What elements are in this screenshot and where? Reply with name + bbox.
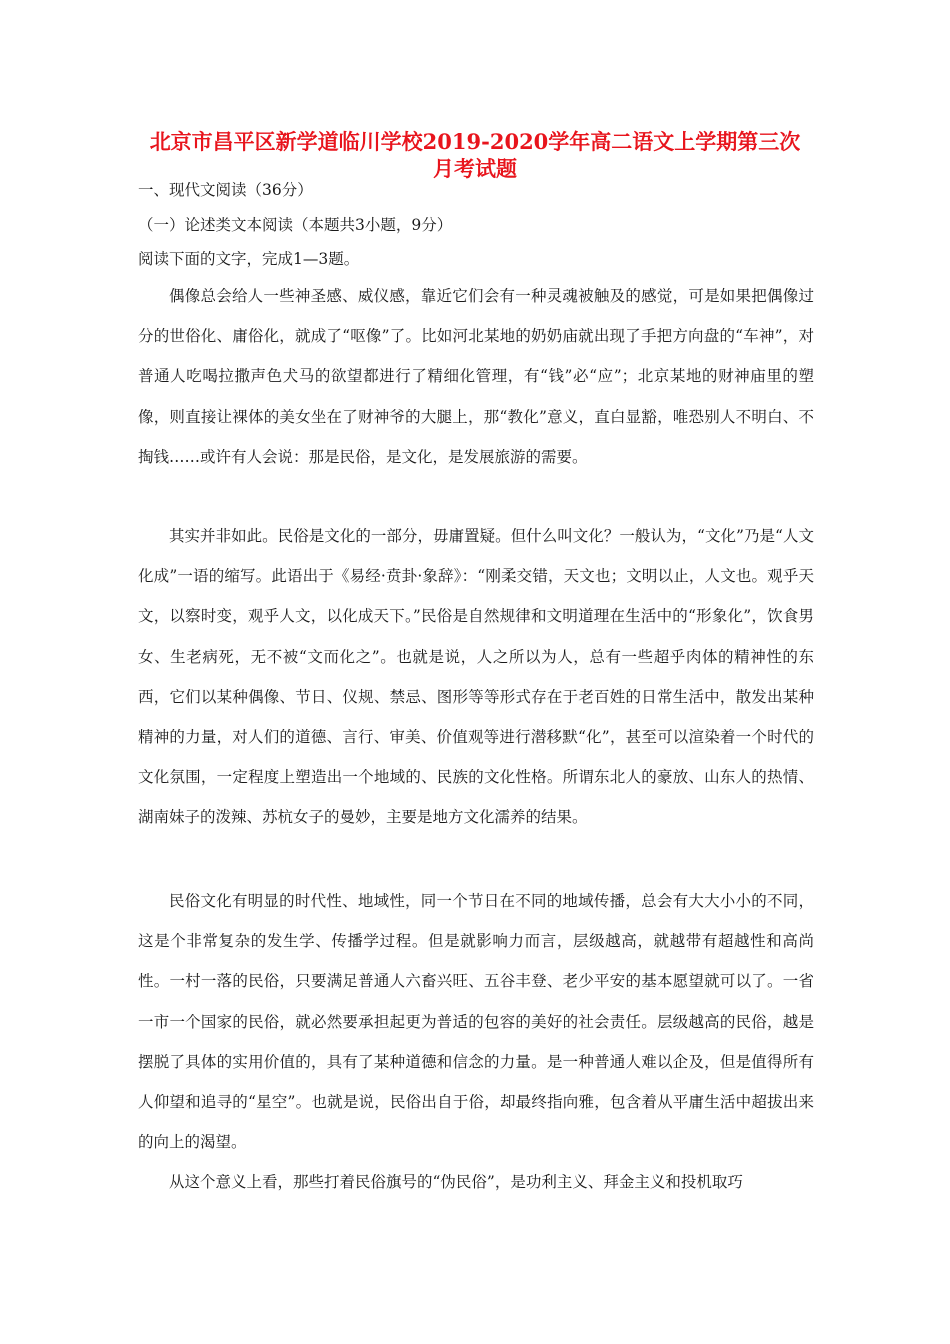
document-title-line-2: 月考试题 bbox=[433, 156, 517, 181]
paragraph-3: 民俗文化有明显的时代性、地域性，同一个节日在不同的地域传播，总会有大大小小的不同，这是个非常复杂的发生学、传播学过程。但是就影响力而言，层级越高，就越带有超越性和高尚性。一村一落的民俗，只要满足普通人六畜兴旺、五谷丰登、老少平安的基本愿望就可以了。一省一市一个国家的民俗，就必然要承担起更为普适的包容的美好的社会责任。层级越高的民俗，越是摆脱了具体的实用价值的，具有了某种道德和信念的力量。是一种普通人难以企及，但是值得所有人仰望和追寻的“星空”。也就是说，民俗出自于俗，却最终指向雅，包含着从平庸生活中超拔出来的向上的渴望。 bbox=[138, 892, 814, 1152]
reading-instruction: 阅读下面的文字，完成1—3题。 bbox=[138, 250, 360, 268]
subsection-heading: （一）论述类文本阅读（本题共3小题，9分） bbox=[138, 216, 453, 234]
document-title-line-1: 北京市昌平区新学道临川学校2019-2020学年高二语文上学期第三次 bbox=[149, 129, 801, 154]
paragraph-1: 偶像总会给人一些神圣感、威仪感，靠近它们会有一种灵魂被触及的感觉，可是如果把偶像过分的世俗化、庸俗化，就成了“呕像”了。比如河北某地的奶奶庙就出现了手把方向盘的“车神”，对普通人吃喝拉撒声色犬马的欲望都进行了精细化管理，有“钱”必“应”；北京某地的财神庙里的塑像，则直接让裸体的美女坐在了财神爷的大腿上，那“教化”意义，直白显豁，唯恐别人不明白、不掏钱……或许有人会说：那是民俗，是文化，是发展旅游的需要。 bbox=[138, 287, 814, 466]
section-heading: 一、现代文阅读（36分） bbox=[138, 181, 313, 199]
paragraph-4: 从这个意义上看，那些打着民俗旗号的“伪民俗”，是功利主义、拜金主义和投机取巧 bbox=[169, 1173, 743, 1191]
paragraph-2: 其实并非如此。民俗是文化的一部分，毋庸置疑。但什么叫文化？一般认为，“文化”乃是“人文化成”一语的缩写。此语出于《易经·贲卦·象辞》：“刚柔交错，天文也；文明以止，人文也。观乎天文，以察时变，观乎人文，以化成天下。”民俗是自然规律和文明道理在生活中的“形象化”，饮食男女、生老病死，无不被“文而化之”。也就是说，人之所以为人，总有一些超乎肉体的精神性的东西，它们以某种偶像、节日、仪规、禁忌、图形等等形式存在于老百姓的日常生活中，散发出某种精神的力量，对人们的道德、言行、审美、价值观等进行潜移默“化”，甚至可以渲染着一个时代的文化氛围，一定程度上塑造出一个地域的、民族的文化性格。所谓东北人的豪放、山东人的热情、湖南妹子的泼辣、苏杭女子的曼妙，主要是地方文化濡养的结果。 bbox=[138, 527, 814, 827]
